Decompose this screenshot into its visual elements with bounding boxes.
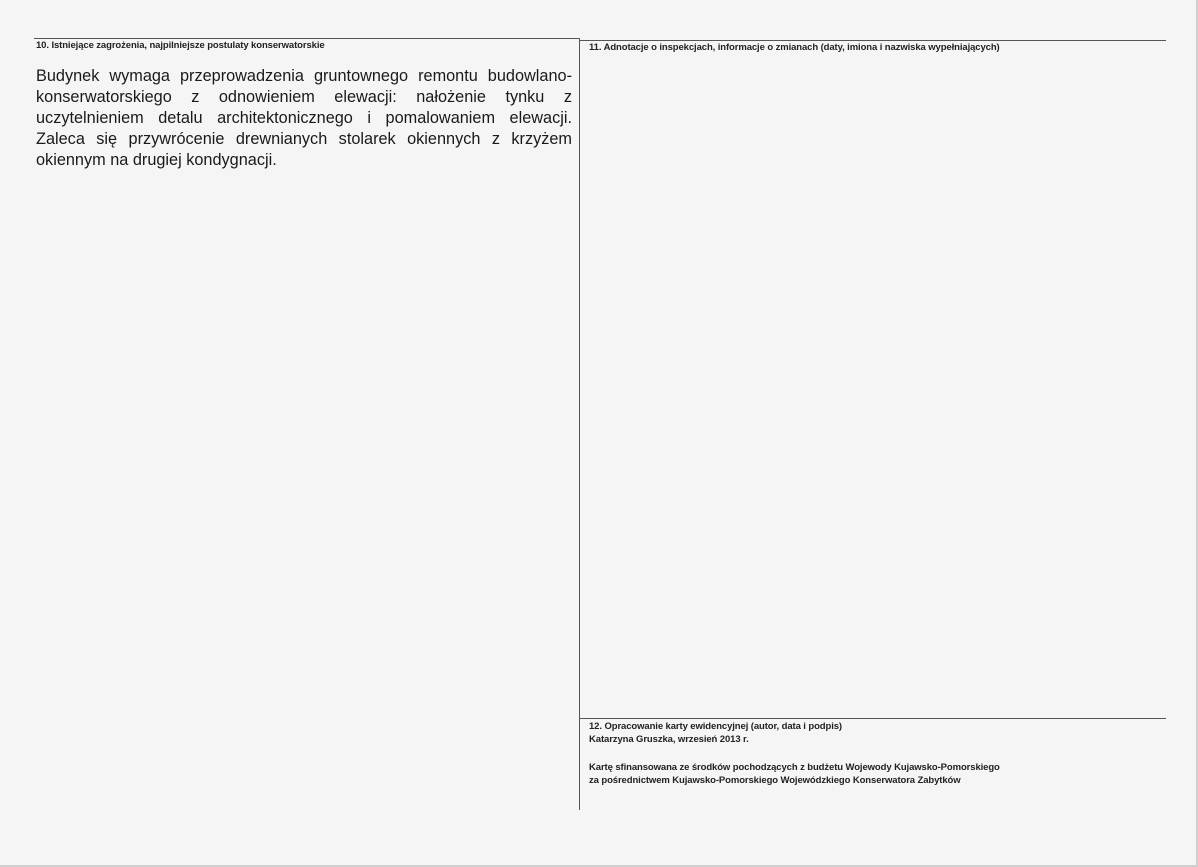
section-10-text: Budynek wymaga przeprowadzenia gruntownego remontu budowlano-konserwatorskiego z odnowieniem elewacji: nałożenie tynku z uczytelnieniem detalu architektonicznego i pomalowaniem elewacji. Zaleca się przywrócenie drewnianych stolarek okiennych z krzyżem okiennym na drugiej kondygnacji. [36,67,572,169]
funding-note-line-2: za pośrednictwem Kujawsko-Pomorskiego Wojewódzkiego Konserwatora Zabytków [589,775,961,786]
section-12-label: 12. Opracowanie karty ewidencyjnej (autor, data i podpis) [589,721,842,732]
column-divider [579,38,580,810]
funding-note-line-1: Kartę sfinansowana ze środków pochodzących z budżetu Wojewody Kujawsko-Pomorskiego [589,762,1000,773]
section-10-label: 10. Istniejące zagrożenia, najpilniejsze postulaty konserwatorskie [36,40,325,51]
section-11-top-rule [580,40,1166,41]
author-line: Katarzyna Gruszka, wrzesień 2013 r. [589,734,749,745]
section-11-label: 11. Adnotacje o inspekcjach, informacje o zmianach (daty, imiona i nazwiska wypełniających) [589,42,1000,53]
section-12-top-rule [580,718,1166,719]
section-10-top-rule [34,38,579,39]
